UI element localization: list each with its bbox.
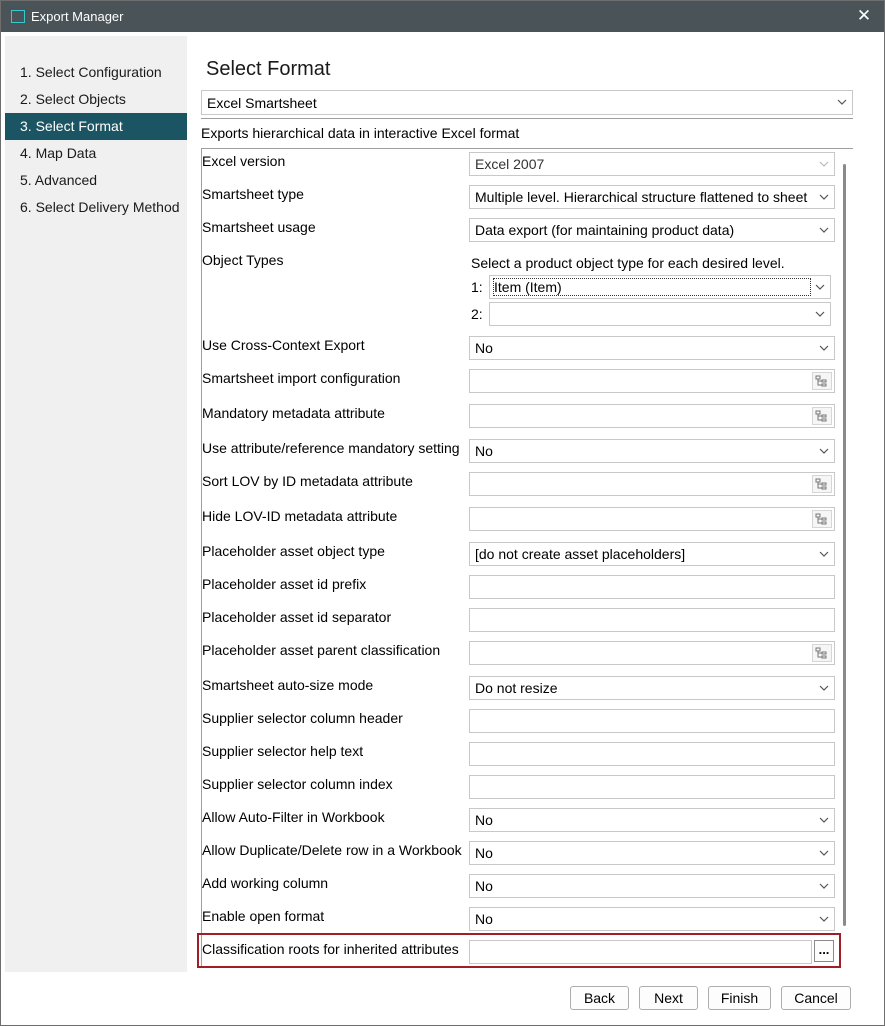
supplier-help-label: Supplier selector help text <box>202 743 364 759</box>
tree-picker-icon[interactable] <box>812 510 832 528</box>
supplier-index-field[interactable] <box>469 775 835 799</box>
format-description: Exports hierarchical data in interactive Excel format <box>201 125 520 141</box>
supplier-header-label: Supplier selector column header <box>202 710 403 726</box>
dup-delete-label: Allow Duplicate/Delete row in a Workbook <box>202 842 462 858</box>
placeholder-type-value: [do not create asset placeholders] <box>475 546 686 562</box>
placeholder-parent-field[interactable] <box>469 641 835 665</box>
smartsheet-type-select[interactable] <box>469 185 835 209</box>
cancel-button[interactable]: Cancel <box>781 986 851 1010</box>
chevron-down-icon <box>819 343 829 353</box>
page-title: Select Format <box>206 58 331 80</box>
placeholder-prefix-label: Placeholder asset id prefix <box>202 576 367 592</box>
cross-context-value: No <box>475 340 493 356</box>
format-select[interactable] <box>201 90 853 115</box>
excel-version-select <box>469 152 835 176</box>
object-types-hint: Select a product object type for each desired level. <box>471 255 785 271</box>
tree-picker-icon[interactable] <box>812 475 832 493</box>
close-icon[interactable]: ✕ <box>856 6 872 25</box>
hide-lov-field[interactable] <box>469 507 835 531</box>
cross-context-select[interactable] <box>469 336 835 360</box>
app-window-icon <box>11 10 25 23</box>
chevron-down-icon <box>819 848 829 858</box>
use-mandatory-value: No <box>475 443 493 459</box>
chevron-down-icon <box>819 914 829 924</box>
autosize-label: Smartsheet auto-size mode <box>202 677 374 693</box>
supplier-help-field[interactable] <box>469 742 835 766</box>
step-advanced[interactable]: 5. Advanced <box>20 172 98 188</box>
smartsheet-usage-select[interactable] <box>469 218 835 242</box>
import-config-field[interactable] <box>469 369 835 393</box>
autosize-select[interactable] <box>469 676 835 700</box>
sort-lov-label: Sort LOV by ID metadata attribute <box>202 473 413 489</box>
supplier-header-field[interactable] <box>469 709 835 733</box>
chevron-down-icon <box>819 225 829 235</box>
object-types-label: Object Types <box>202 252 284 268</box>
auto-filter-label: Allow Auto-Filter in Workbook <box>202 809 385 825</box>
use-mandatory-select[interactable] <box>469 439 835 463</box>
wizard-steps <box>5 36 187 972</box>
cross-context-label: Use Cross-Context Export <box>202 337 365 353</box>
divider <box>201 118 853 119</box>
sort-lov-field[interactable] <box>469 472 835 496</box>
auto-filter-select[interactable] <box>469 808 835 832</box>
back-button[interactable]: Back <box>570 986 629 1010</box>
open-format-label: Enable open format <box>202 908 325 924</box>
hide-lov-label: Hide LOV-ID metadata attribute <box>202 508 398 524</box>
main-panel <box>187 36 884 972</box>
class-roots-field[interactable] <box>469 940 812 964</box>
finish-button[interactable]: Finish <box>708 986 771 1010</box>
smartsheet-type-value: Multiple level. Hierarchical structure flattened to sheet <box>475 189 808 205</box>
level-2-number: 2: <box>471 306 483 322</box>
chevron-down-icon <box>819 683 829 693</box>
step-select-format[interactable]: 3. Select Format <box>5 113 187 140</box>
placeholder-prefix-field[interactable] <box>469 575 835 599</box>
title-bar <box>1 1 884 32</box>
object-type-level-1-value: Item (Item) <box>494 279 562 295</box>
auto-filter-value: No <box>475 812 493 828</box>
step-map-data[interactable]: 4. Map Data <box>20 145 97 161</box>
step-select-delivery-method[interactable]: 6. Select Delivery Method <box>20 199 180 215</box>
supplier-index-label: Supplier selector column index <box>202 776 393 792</box>
open-format-select[interactable] <box>469 907 835 931</box>
import-config-label: Smartsheet import configuration <box>202 370 401 386</box>
scrollbar-thumb[interactable] <box>843 164 846 926</box>
open-format-value: No <box>475 911 493 927</box>
level-1-number: 1: <box>471 279 483 295</box>
chevron-down-icon <box>819 815 829 825</box>
next-button[interactable]: Next <box>639 986 698 1010</box>
chevron-down-icon <box>819 192 829 202</box>
autosize-value: Do not resize <box>475 680 558 696</box>
class-roots-label: Classification roots for inherited attributes <box>202 941 459 957</box>
browse-button[interactable]: ... <box>814 940 834 962</box>
window-title: Export Manager <box>31 9 124 24</box>
tree-picker-icon[interactable] <box>812 644 832 662</box>
placeholder-type-label: Placeholder asset object type <box>202 543 385 559</box>
chevron-down-icon <box>837 97 847 107</box>
object-type-level-2-select[interactable] <box>489 302 831 326</box>
chevron-down-icon <box>819 446 829 456</box>
chevron-down-icon <box>819 881 829 891</box>
use-mandatory-label: Use attribute/reference mandatory setting <box>202 440 460 456</box>
excel-version-value: Excel 2007 <box>475 156 545 172</box>
smartsheet-usage-value: Data export (for maintaining product data) <box>475 222 735 238</box>
chevron-down-icon <box>819 159 829 169</box>
smartsheet-type-label: Smartsheet type <box>202 186 304 202</box>
chevron-down-icon <box>815 309 825 319</box>
format-select-value: Excel Smartsheet <box>207 95 317 111</box>
step-select-configuration[interactable]: 1. Select Configuration <box>20 64 162 80</box>
dup-delete-value: No <box>475 845 493 861</box>
tree-picker-icon[interactable] <box>812 372 832 390</box>
step-select-objects[interactable]: 2. Select Objects <box>20 91 126 107</box>
working-col-label: Add working column <box>202 875 329 891</box>
object-type-level-1-select[interactable] <box>489 275 831 299</box>
tree-picker-icon[interactable] <box>812 407 832 425</box>
chevron-down-icon <box>819 549 829 559</box>
placeholder-separator-field[interactable] <box>469 608 835 632</box>
working-col-value: No <box>475 878 493 894</box>
dup-delete-select[interactable] <box>469 841 835 865</box>
smartsheet-usage-label: Smartsheet usage <box>202 219 316 235</box>
placeholder-parent-label: Placeholder asset parent classification <box>202 642 441 658</box>
mandatory-meta-label: Mandatory metadata attribute <box>202 405 385 421</box>
excel-version-label: Excel version <box>202 153 286 169</box>
mandatory-meta-field[interactable] <box>469 404 835 428</box>
chevron-down-icon <box>815 282 825 292</box>
placeholder-type-select[interactable] <box>469 542 835 566</box>
placeholder-separator-label: Placeholder asset id separator <box>202 609 392 625</box>
working-col-select[interactable] <box>469 874 835 898</box>
